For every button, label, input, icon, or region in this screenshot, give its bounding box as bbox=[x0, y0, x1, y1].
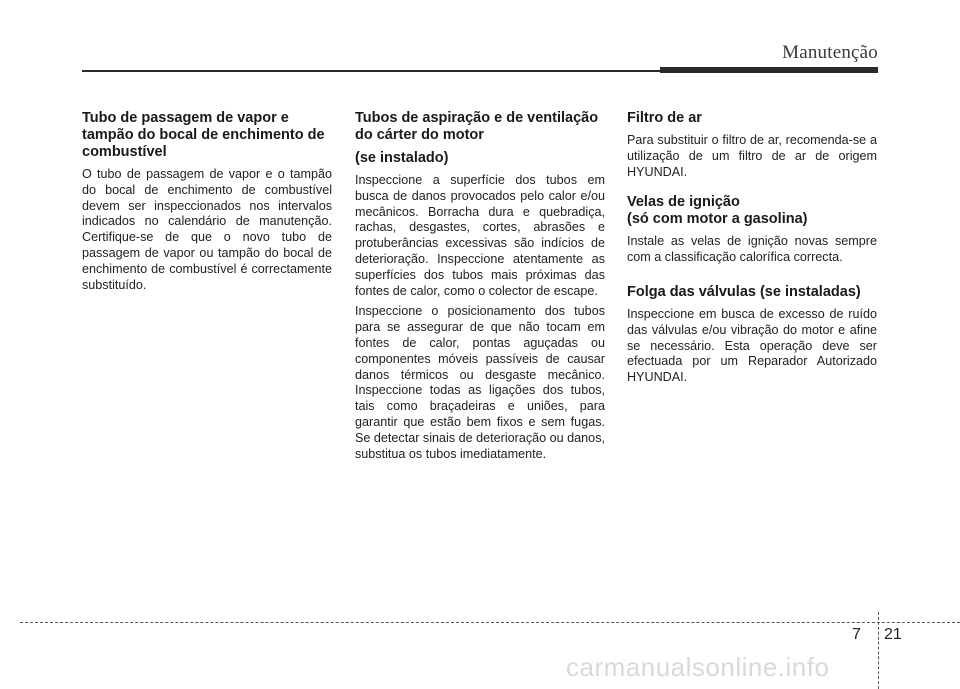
footer-dashed-line bbox=[20, 622, 960, 623]
section-heading-crankcase-tubes: Tubos de aspiração e de ventilação do cárter do motor bbox=[355, 110, 599, 143]
column-2 bbox=[355, 110, 605, 467]
section-body-vapor-tube: O tubo de passagem de vapor e o tampão do bocal de enchimento de combustível devem ser inspeccionados nos intervalos indicados no calendário de manutenção. Certifique-se de que o novo tubo de passagem de vapor ou tampão do bocal de enchimento de combustível é correctamente substituído. bbox=[82, 167, 332, 292]
section-body-valve-clearance: Inspeccione em busca de excesso de ruído das válvulas e/ou vibração do motor e afine se necessário. Esta operação deve ser efectuada por um Reparador Autorizado HYUNDAI. bbox=[627, 306, 877, 385]
section-body-spark-plugs: Instale as velas de ignição novas sempre com a classificação calorífica correcta. bbox=[627, 234, 877, 265]
header-bar bbox=[660, 67, 878, 73]
section-heading-air-filter: Filtro de ar bbox=[627, 110, 702, 126]
section-body-air-filter: Para substituir o filtro de ar, recomenda-se a utilização de um filtro de ar de origem HYUNDAI. bbox=[627, 133, 877, 179]
section-body-crankcase-para1: Inspeccione a superfície dos tubos em busca de danos provocados pelo calor e/ou mecânicos. Borracha dura e quebradiça, rachas, desgastes, cortes, abrasões e protuberâncias excessivas são indícios de deterioração. Inspeccione atentamente as superfícies dos tubos mais próximas das fontes de calor, como o colector de escape. bbox=[355, 173, 605, 298]
footer-dashed-divider bbox=[878, 612, 879, 689]
section-heading-valve-clearance: Folga das válvulas (se instaladas) bbox=[627, 283, 861, 300]
page-number: 21 bbox=[884, 626, 902, 643]
section-body-crankcase-para2: Inspeccione o posicionamento dos tubos para se assegurar de que não tocam em fontes de calor, pontas aguçadas ou componentes móveis passíveis de causar danos térmicos ou desgaste mecânico. Inspeccione todas as ligações dos tubos, tais como braçadeiras e uniões, para garantir que estão bem fixos e sem fugas. Se detectar sinais de deterioração ou danos, substitua os tubos imediatamente. bbox=[355, 304, 605, 461]
spark-plugs-heading-line1: Velas de ignição bbox=[627, 194, 740, 211]
section-subheading-crankcase-tubes: (se instalado) bbox=[355, 150, 449, 166]
watermark: carmanualsonline.info bbox=[566, 652, 830, 682]
column-1 bbox=[82, 110, 332, 298]
chapter-number: 7 bbox=[852, 626, 861, 643]
section-heading-spark-plugs bbox=[627, 194, 877, 228]
section-heading-vapor-tube: Tubo de passagem de vapor e tampão do bocal de enchimento de combustível bbox=[82, 110, 325, 160]
header-rule bbox=[82, 70, 660, 72]
spark-plugs-heading-line2: (só com motor a gasolina) bbox=[627, 211, 808, 228]
running-header-title: Manutenção bbox=[782, 42, 878, 63]
column-3 bbox=[627, 110, 877, 391]
